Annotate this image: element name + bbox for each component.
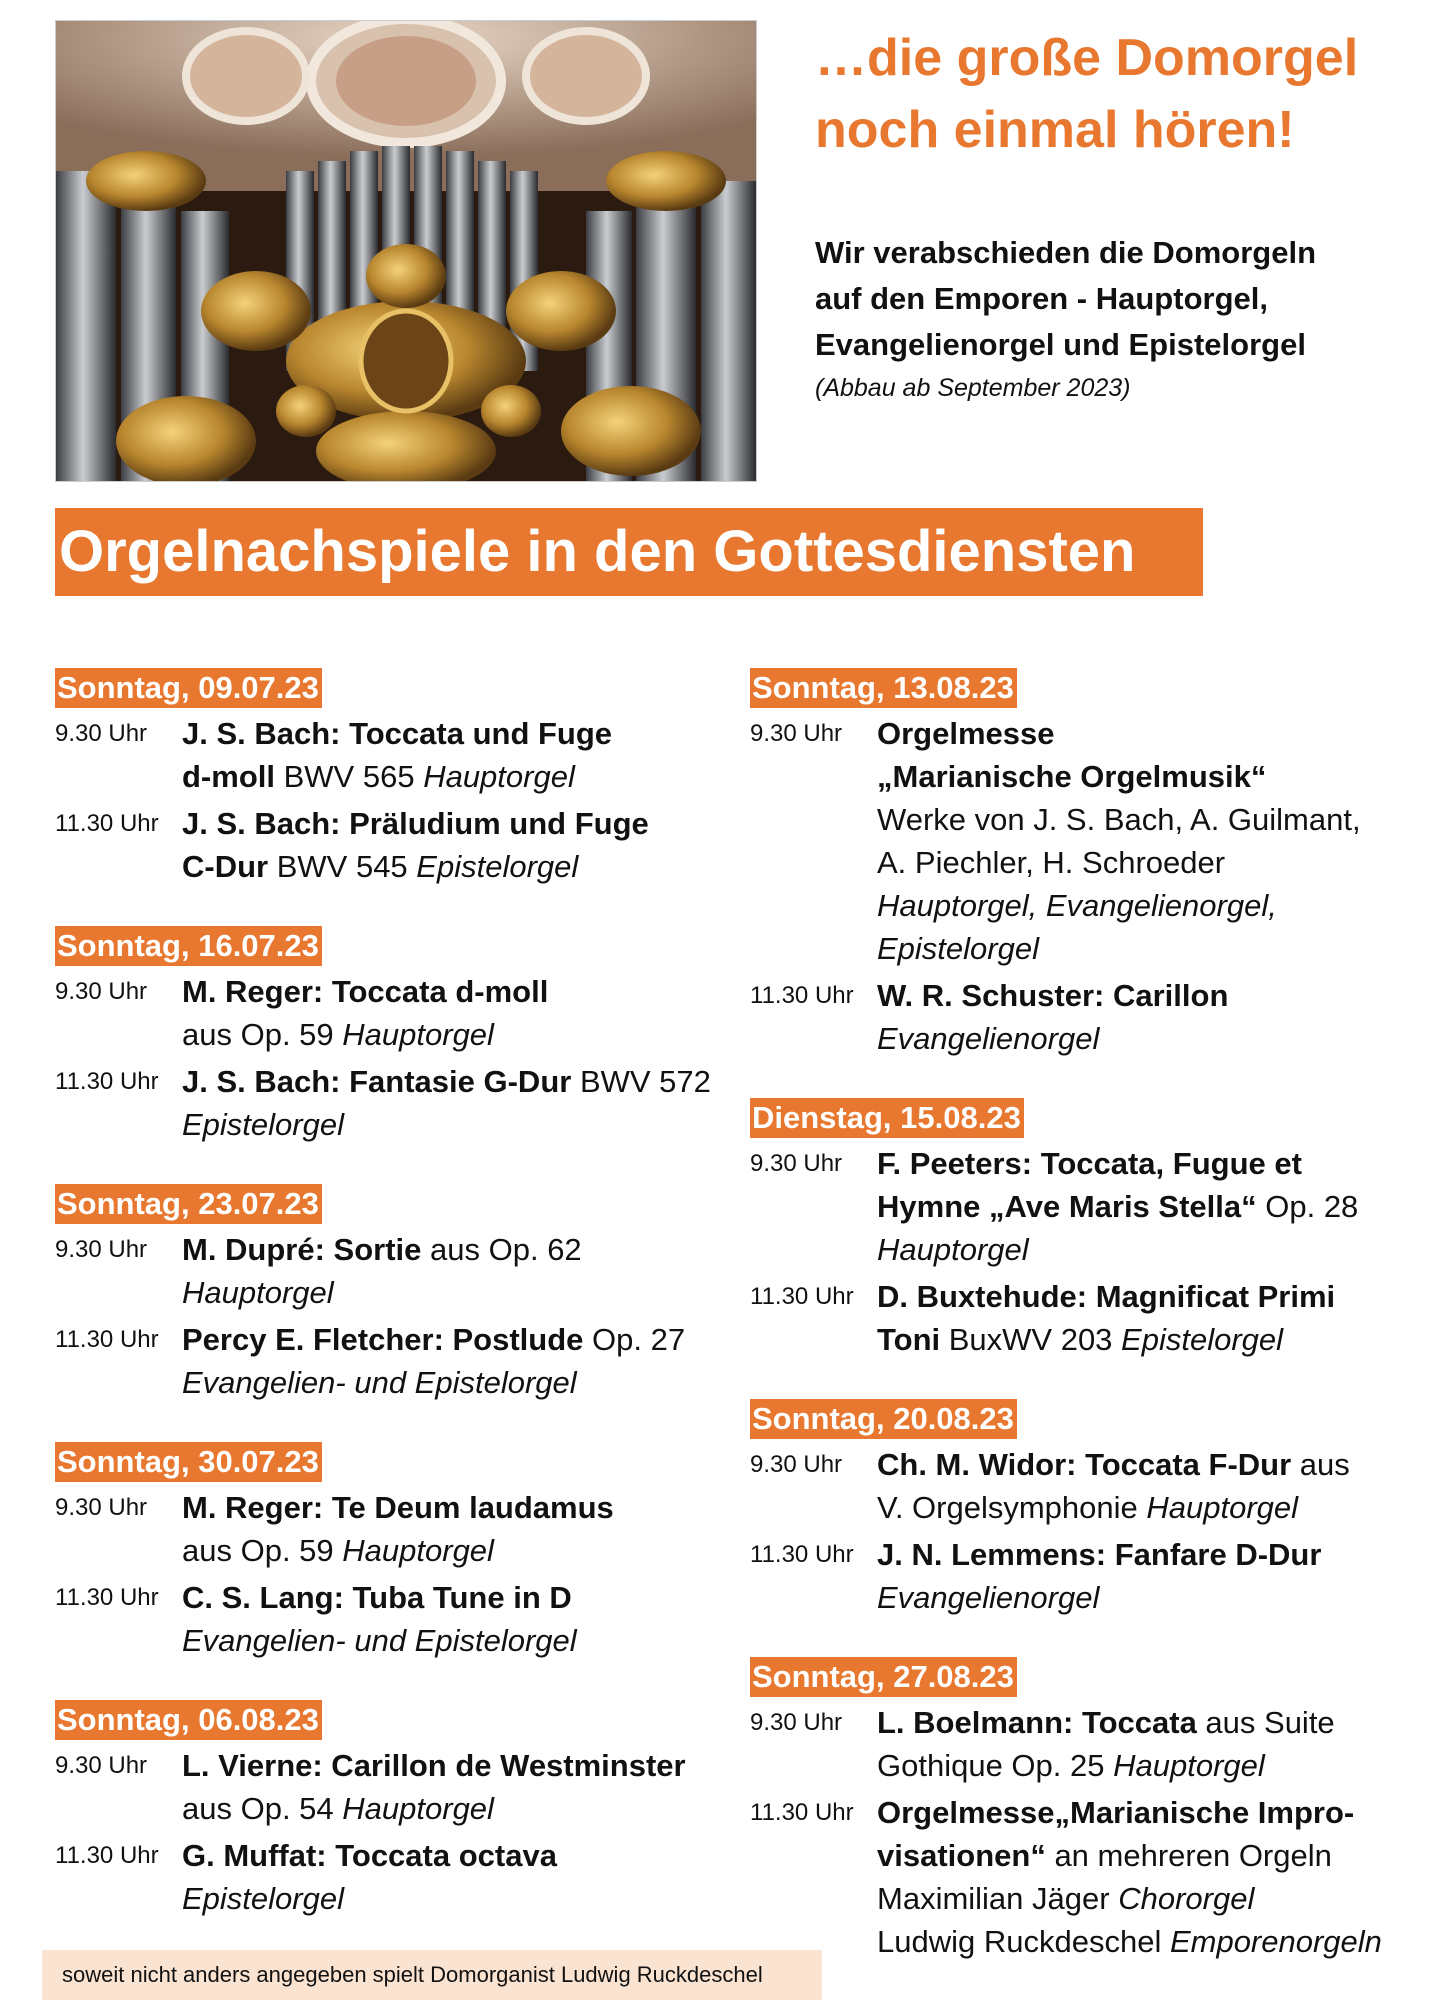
organ-name: Epistelorgel — [416, 849, 579, 884]
description-line — [182, 755, 612, 798]
headline-line-2: noch einmal hören! — [815, 101, 1295, 159]
piece-detail: Ludwig Ruckdeschel — [877, 1924, 1170, 1959]
service-entry — [55, 1486, 715, 1572]
piece-description — [877, 1791, 1382, 1963]
intro-line-2: auf den Emporen - Hauptorgel, — [815, 281, 1268, 316]
piece-detail: BWV 545 — [268, 849, 417, 884]
piece-title: Ch. M. Widor: Toccata F-Dur — [877, 1447, 1292, 1482]
description-line — [877, 1443, 1350, 1486]
service-entry — [750, 1142, 1450, 1271]
piece-title: D. Buxtehude: Magnificat Primi — [877, 1279, 1336, 1314]
piece-title: J. S. Bach: Fantasie G-Dur — [182, 1064, 572, 1099]
service-entry — [750, 712, 1450, 970]
piece-title: G. Muffat: Toccata octava — [182, 1838, 557, 1873]
organist-footnote: soweit nicht anders angegeben spielt Domorganist Ludwig Ruckdeschel — [42, 1950, 822, 2000]
piece-detail: aus Op. 62 — [421, 1232, 582, 1267]
description-line — [877, 712, 1361, 755]
piece-title: d-moll — [182, 759, 275, 794]
piece-title: C. S. Lang: Tuba Tune in D — [182, 1580, 572, 1615]
intro-line-1: Wir verabschieden die Domorgeln — [815, 235, 1317, 270]
schedule-left-column — [55, 668, 715, 1958]
description-line — [877, 841, 1361, 884]
day-label: Sonntag, 20.08.23 — [750, 1399, 1017, 1439]
organ-name: Evangelienorgel — [877, 1021, 1100, 1056]
organ-name: Hauptorgel — [423, 759, 575, 794]
service-day — [750, 668, 1450, 1060]
service-time: 9.30 Uhr — [55, 1752, 148, 1779]
description-line — [182, 1486, 614, 1529]
piece-detail: aus Op. 59 — [182, 1017, 343, 1052]
service-day — [55, 926, 715, 1146]
description-line — [182, 1834, 557, 1877]
schedule-right-column — [750, 668, 1450, 2001]
description-line — [877, 1318, 1335, 1361]
piece-title: J. S. Bach: Toccata und Fuge — [182, 716, 613, 751]
piece-description — [877, 1275, 1335, 1361]
service-entry — [55, 1576, 715, 1662]
service-day — [55, 1700, 715, 1920]
description-line — [182, 802, 649, 845]
service-day — [750, 1399, 1450, 1619]
service-time: 11.30 Uhr — [55, 1326, 159, 1353]
description-line — [877, 1701, 1335, 1744]
piece-title: Orgelmesse„Marianische Impro- — [877, 1795, 1355, 1830]
organ-name: Epistelorgel — [182, 1881, 344, 1916]
day-label: Sonntag, 13.08.23 — [750, 668, 1017, 708]
day-label: Dienstag, 15.08.23 — [750, 1098, 1024, 1138]
description-line — [182, 845, 649, 888]
organ-name: Epistelorgel — [1121, 1322, 1284, 1357]
organ-name: Chororgel — [1118, 1881, 1255, 1916]
description-line — [182, 1271, 582, 1314]
organ-name: Evangelien- und Epistelorgel — [182, 1365, 577, 1400]
piece-description — [182, 712, 612, 798]
service-time: 9.30 Uhr — [55, 1236, 148, 1263]
description-line — [182, 1318, 685, 1361]
service-entry — [55, 1318, 715, 1404]
piece-detail: aus Op. 59 — [182, 1533, 343, 1568]
description-line — [877, 1744, 1335, 1787]
description-line — [182, 970, 548, 1013]
piece-description — [182, 802, 649, 888]
description-line — [877, 755, 1361, 798]
description-line — [182, 1060, 711, 1103]
day-label: Sonntag, 16.07.23 — [55, 926, 322, 966]
service-time: 9.30 Uhr — [750, 1451, 843, 1478]
description-line — [182, 1529, 614, 1572]
piece-description — [182, 1744, 686, 1830]
piece-description — [182, 1060, 711, 1146]
piece-title: L. Vierne: Carillon de Westminster — [182, 1748, 686, 1783]
organ-illustration — [56, 21, 756, 481]
organ-name: Hauptorgel — [342, 1791, 494, 1826]
organ-name: Hauptorgel — [1146, 1490, 1299, 1525]
service-entry — [55, 802, 715, 888]
organ-name: Evangelien- und Epistelorgel — [182, 1623, 577, 1658]
service-time: 11.30 Uhr — [55, 1068, 159, 1095]
service-day — [750, 1657, 1450, 1963]
description-line — [877, 927, 1361, 970]
piece-title: M. Reger: Te Deum laudamus — [182, 1490, 614, 1525]
day-label: Sonntag, 09.07.23 — [55, 668, 322, 708]
piece-description — [182, 1834, 557, 1920]
service-entry — [750, 1791, 1450, 1963]
piece-description — [182, 1228, 582, 1314]
description-line — [182, 1228, 582, 1271]
description-line — [182, 1013, 548, 1056]
service-time: 9.30 Uhr — [55, 978, 148, 1005]
description-line — [877, 1834, 1382, 1877]
piece-detail: BWV 565 — [275, 759, 424, 794]
service-time: 9.30 Uhr — [55, 720, 148, 747]
service-time: 9.30 Uhr — [55, 1494, 148, 1521]
description-line — [877, 1228, 1358, 1271]
service-entry — [55, 1834, 715, 1920]
service-day — [55, 1184, 715, 1404]
service-time: 9.30 Uhr — [750, 720, 843, 747]
section-banner: Orgelnachspiele in den Gottesdiensten — [55, 508, 1203, 596]
piece-title: „Marianische Orgelmusik“ — [877, 759, 1267, 794]
piece-description — [877, 712, 1361, 970]
day-label: Sonntag, 30.07.23 — [55, 1442, 322, 1482]
description-line — [182, 712, 612, 755]
service-entry — [750, 1275, 1450, 1361]
piece-title: Percy E. Fletcher: Postlude — [182, 1322, 584, 1357]
organ-name: Hauptorgel — [342, 1533, 494, 1568]
piece-description — [877, 1443, 1350, 1529]
headline-line-1: …die große Domorgel — [815, 29, 1359, 87]
piece-description — [877, 1701, 1335, 1787]
service-entry — [55, 1060, 715, 1146]
organ-name: Emporenorgeln — [1169, 1924, 1382, 1959]
piece-title: Toni — [877, 1322, 941, 1357]
organ-name: Hauptorgel — [877, 1232, 1029, 1267]
piece-detail: Maximilian Jäger — [877, 1881, 1119, 1916]
piece-title: Orgelmesse — [877, 716, 1055, 751]
service-time: 11.30 Uhr — [55, 1842, 159, 1869]
description-line — [877, 974, 1228, 1017]
description-line — [182, 1576, 577, 1619]
service-time: 9.30 Uhr — [750, 1150, 843, 1177]
intro-text — [815, 230, 1435, 368]
intro-note: (Abbau ab September 2023) — [815, 374, 1131, 402]
piece-detail: aus — [1291, 1447, 1350, 1482]
piece-title: F. Peeters: Toccata, Fugue et — [877, 1146, 1302, 1181]
organ-name: Epistelorgel — [877, 931, 1039, 966]
piece-detail: BuxWV 203 — [940, 1322, 1122, 1357]
description-line — [182, 1619, 577, 1662]
piece-detail: Op. 27 — [583, 1322, 686, 1357]
piece-detail: aus Suite — [1196, 1705, 1335, 1740]
piece-detail: Gothique Op. 25 — [877, 1748, 1114, 1783]
piece-description — [182, 1318, 685, 1404]
organ-name: Evangelienorgel — [877, 1580, 1100, 1615]
organ-name: Hauptorgel, Evangelienorgel, — [877, 888, 1277, 923]
description-line — [182, 1877, 557, 1920]
description-line — [877, 1920, 1382, 1963]
description-line — [877, 1142, 1358, 1185]
description-line — [877, 798, 1361, 841]
description-line — [182, 1744, 686, 1787]
organ-name: Epistelorgel — [182, 1107, 344, 1142]
piece-description — [877, 1533, 1321, 1619]
piece-detail: Op. 28 — [1256, 1189, 1359, 1224]
service-time: 11.30 Uhr — [55, 1584, 159, 1611]
piece-title: C-Dur — [182, 849, 269, 884]
piece-title: W. R. Schuster: Carillon — [877, 978, 1229, 1013]
organ-photo — [55, 20, 757, 482]
headline — [815, 22, 1435, 166]
piece-detail: A. Piechler, H. Schroeder — [877, 845, 1226, 880]
service-day — [750, 1098, 1450, 1361]
service-entry — [750, 1443, 1450, 1529]
piece-detail: Werke von J. S. Bach, A. Guilmant, — [877, 802, 1361, 837]
description-line — [877, 1486, 1350, 1529]
piece-detail: BWV 572 — [571, 1064, 711, 1099]
organ-name: Hauptorgel — [182, 1275, 334, 1310]
description-line — [182, 1361, 685, 1404]
piece-description — [877, 1142, 1358, 1271]
day-label: Sonntag, 06.08.23 — [55, 1700, 322, 1740]
service-time: 11.30 Uhr — [750, 1799, 854, 1826]
intro-line-3: Evangelienorgel und Epistelorgel — [815, 327, 1306, 362]
service-time: 11.30 Uhr — [750, 1283, 854, 1310]
service-day — [55, 668, 715, 888]
service-time: 9.30 Uhr — [750, 1709, 843, 1736]
description-line — [877, 1185, 1358, 1228]
piece-title: Hymne „Ave Maris Stella“ — [877, 1189, 1257, 1224]
piece-description — [182, 1486, 614, 1572]
description-line — [182, 1787, 686, 1830]
description-line — [877, 1017, 1228, 1060]
piece-title: visationen“ — [877, 1838, 1046, 1873]
service-entry — [55, 1228, 715, 1314]
organ-name: Hauptorgel — [1113, 1748, 1265, 1783]
service-entry — [750, 1533, 1450, 1619]
service-entry — [55, 1744, 715, 1830]
description-line — [877, 1576, 1321, 1619]
piece-title: M. Dupré: Sortie — [182, 1232, 422, 1267]
organ-name: Hauptorgel — [342, 1017, 494, 1052]
service-time: 11.30 Uhr — [55, 810, 159, 837]
piece-detail: aus Op. 54 — [182, 1791, 343, 1826]
service-entry — [55, 970, 715, 1056]
service-time: 11.30 Uhr — [750, 982, 854, 1009]
piece-description — [182, 970, 548, 1056]
piece-description — [877, 974, 1228, 1060]
service-entry — [55, 712, 715, 798]
description-line — [182, 1103, 711, 1146]
piece-detail: V. Orgelsymphonie — [877, 1490, 1147, 1525]
day-label: Sonntag, 23.07.23 — [55, 1184, 322, 1224]
description-line — [877, 1533, 1321, 1576]
service-day — [55, 1442, 715, 1662]
service-time: 11.30 Uhr — [750, 1541, 854, 1568]
day-label: Sonntag, 27.08.23 — [750, 1657, 1017, 1697]
piece-title: J. N. Lemmens: Fanfare D-Dur — [877, 1537, 1322, 1572]
description-line — [877, 1275, 1335, 1318]
service-entry — [750, 1701, 1450, 1787]
description-line — [877, 884, 1361, 927]
piece-title: L. Boelmann: Toccata — [877, 1705, 1197, 1740]
description-line — [877, 1877, 1382, 1920]
service-entry — [750, 974, 1450, 1060]
piece-description — [182, 1576, 577, 1662]
description-line — [877, 1791, 1382, 1834]
piece-title: J. S. Bach: Präludium und Fuge — [182, 806, 649, 841]
piece-title: M. Reger: Toccata d-moll — [182, 974, 549, 1009]
piece-detail: an mehreren Orgeln — [1045, 1838, 1332, 1873]
